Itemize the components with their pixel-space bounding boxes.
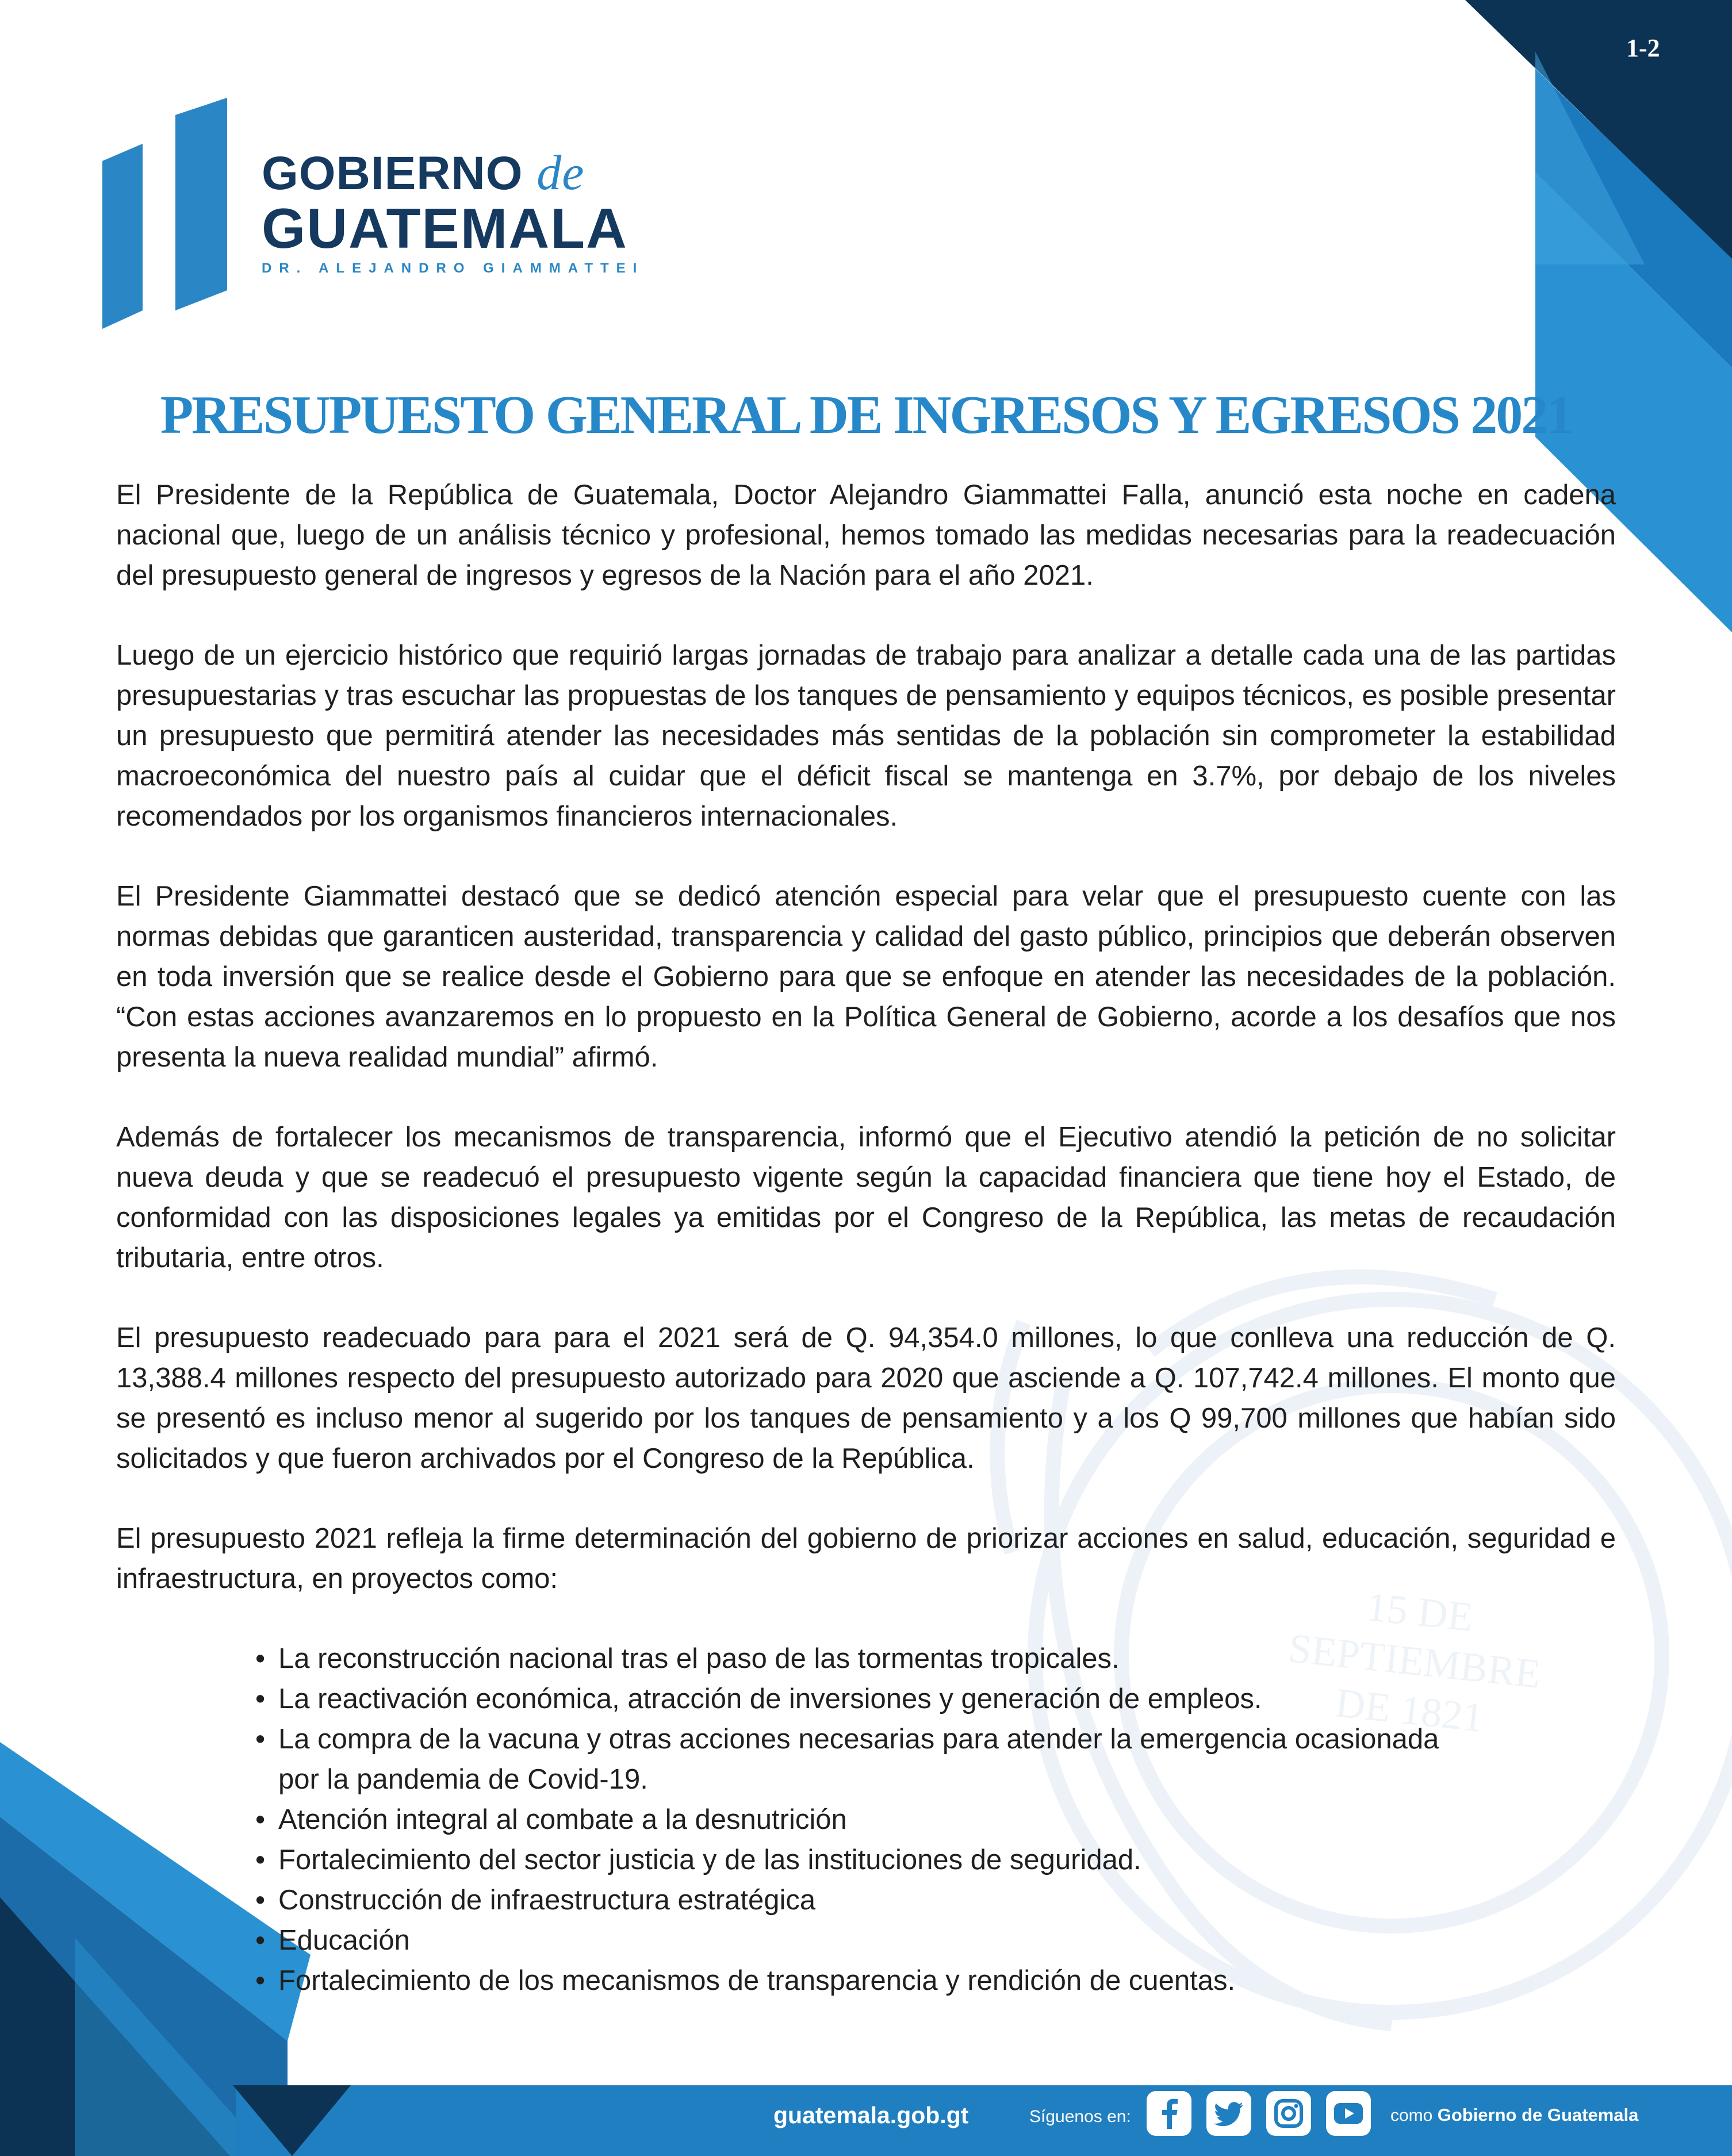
list-item-text-continuation: por la pandemia de Covid-19. <box>278 1764 648 1795</box>
paragraph: El Presidente Giammattei destacó que se dedicó atención especial para velar que el presupuesto cuente con las normas debidas que garanticen austeridad, transparencia y calidad del gasto público, principios que deberán observen en toda inversión que se realice desde el Gobierno para que se enfoque en atender las necesidades de la población. “Con estas acciones avanzaremos en lo propuesto en la Política General de Gobierno, acorde a los desafíos que nos presenta la nueva realidad mundial” afirmó. <box>116 881 1616 1073</box>
bullet: • <box>255 1724 266 1755</box>
paragraph: Luego de un ejercicio histórico que requirió largas jornadas de trabajo para analizar a detalle cada una de las partidas presupuestarias y tras escuchar las propuestas de los tanques de pensamiento y equipos técnicos, es posible presentar un presupuesto que permitirá atender las necesidades más sentidas de la población sin comprometer la estabilidad macroeconómica del nuestro país al cuidar que el déficit fiscal se mantenga en 3.7%, por debajo de los niveles recomendados por los organismos financieros internacionales. <box>116 640 1616 832</box>
bullet: • <box>255 1804 266 1835</box>
list-item <box>255 1920 1616 1961</box>
government-logo <box>98 98 645 333</box>
article-body <box>116 475 1616 2001</box>
list-item <box>255 1719 1616 1800</box>
bullet: • <box>255 1643 266 1674</box>
bullet: • <box>255 1965 266 1996</box>
list-item-text: Educación <box>278 1925 410 1956</box>
handle-prefix: como <box>1390 2106 1433 2125</box>
page-number: 1-2 <box>1626 34 1660 62</box>
bullet: • <box>255 1683 266 1714</box>
bullet: • <box>255 1885 266 1916</box>
list-item <box>255 1961 1616 2001</box>
twitter-icon[interactable] <box>1206 2091 1251 2136</box>
logo-line3: DR. ALEJANDRO GIAMMATTEI <box>262 260 645 276</box>
list-item <box>255 1679 1616 1719</box>
logo-bars-icon <box>98 98 236 333</box>
social-handle <box>1390 2105 1638 2126</box>
list-item-text: Fortalecimiento del sector justicia y de las instituciones de seguridad. <box>278 1844 1141 1875</box>
list-item-text: La reactivación económica, atracción de inversiones y generación de empleos. <box>278 1683 1262 1714</box>
list-item-text: Fortalecimiento de los mecanismos de transparencia y rendición de cuentas. <box>278 1965 1236 1996</box>
page-title: PRESUPUESTO GENERAL DE INGRESOS Y EGRESOS 2021 <box>160 385 1572 445</box>
list-item-text: La reconstrucción nacional tras el paso de las tormentas tropicales. <box>278 1643 1120 1674</box>
facebook-icon[interactable] <box>1147 2091 1191 2136</box>
bullet: • <box>255 1844 266 1875</box>
watermark-line: 15 DE <box>1364 1583 1476 1640</box>
list-item-text: La compra de la vacuna y otras acciones necesarias para atender la emergencia ocasionada <box>278 1724 1439 1755</box>
follow-label: Síguenos en: <box>1029 2107 1131 2126</box>
paragraph: Además de fortalecer los mecanismos de transparencia, informó que el Ejecutivo atendió la petición de no solicitar nueva deuda y que se readecuó el presupuesto vigente según la capacidad financiera que tiene hoy el Estado, de conformidad con las disposiciones legales ya emitidas por el Congreso de la República, las metas de recaudación tributaria, entre otros. <box>116 1122 1616 1273</box>
instagram-icon[interactable] <box>1266 2091 1311 2136</box>
paragraph: El presupuesto readecuado para para el 2021 será de Q. 94,354.0 millones, lo que conlleva una reducción de Q. 13,388.4 millones respecto del presupuesto autorizado para 2020 que asciende a Q. 107,742.4 millones. El monto que se presentó es incluso menor al sugerido por los tanques de pensamiento y a los Q 99,700 millones que habían sido solicitados y que fueron archivados por el Congreso de la República. <box>116 1322 1616 1474</box>
project-list <box>116 1639 1616 2001</box>
list-item <box>255 1800 1616 1840</box>
handle-name: Gobierno de Guatemala <box>1437 2105 1639 2125</box>
paragraph: El presupuesto 2021 refleja la firme determinación del gobierno de priorizar acciones en salud, educación, seguridad e infraestructura, en proyectos como: <box>116 1523 1616 1594</box>
logo-line1: GOBIERNO <box>262 147 523 200</box>
watermark-line: SEPTIEMBRE <box>1286 1625 1543 1697</box>
logo-line2: GUATEMALA <box>262 197 628 260</box>
bullet: • <box>255 1925 266 1956</box>
list-item-text: Atención integral al combate a la desnutrición <box>278 1804 847 1835</box>
logo-line1-script: de <box>537 145 585 200</box>
list-item <box>255 1840 1616 1880</box>
list-item-text: Construcción de infraestructura estratégica <box>278 1885 816 1916</box>
list-item <box>255 1880 1616 1920</box>
watermark-line: DE 1821 <box>1333 1679 1486 1741</box>
website-link[interactable]: guatemala.gob.gt <box>773 2102 969 2128</box>
paragraph: El Presidente de la República de Guatemala, Doctor Alejandro Giammattei Falla, anunció esta noche en cadena nacional que, luego de un análisis técnico y profesional, hemos tomado las medidas necesarias para la readecuación del presupuesto general de ingresos y egresos de la Nación para el año 2021. <box>116 479 1616 591</box>
youtube-icon[interactable] <box>1326 2091 1371 2136</box>
logo-wordmark <box>262 147 644 280</box>
list-item <box>255 1639 1616 1679</box>
